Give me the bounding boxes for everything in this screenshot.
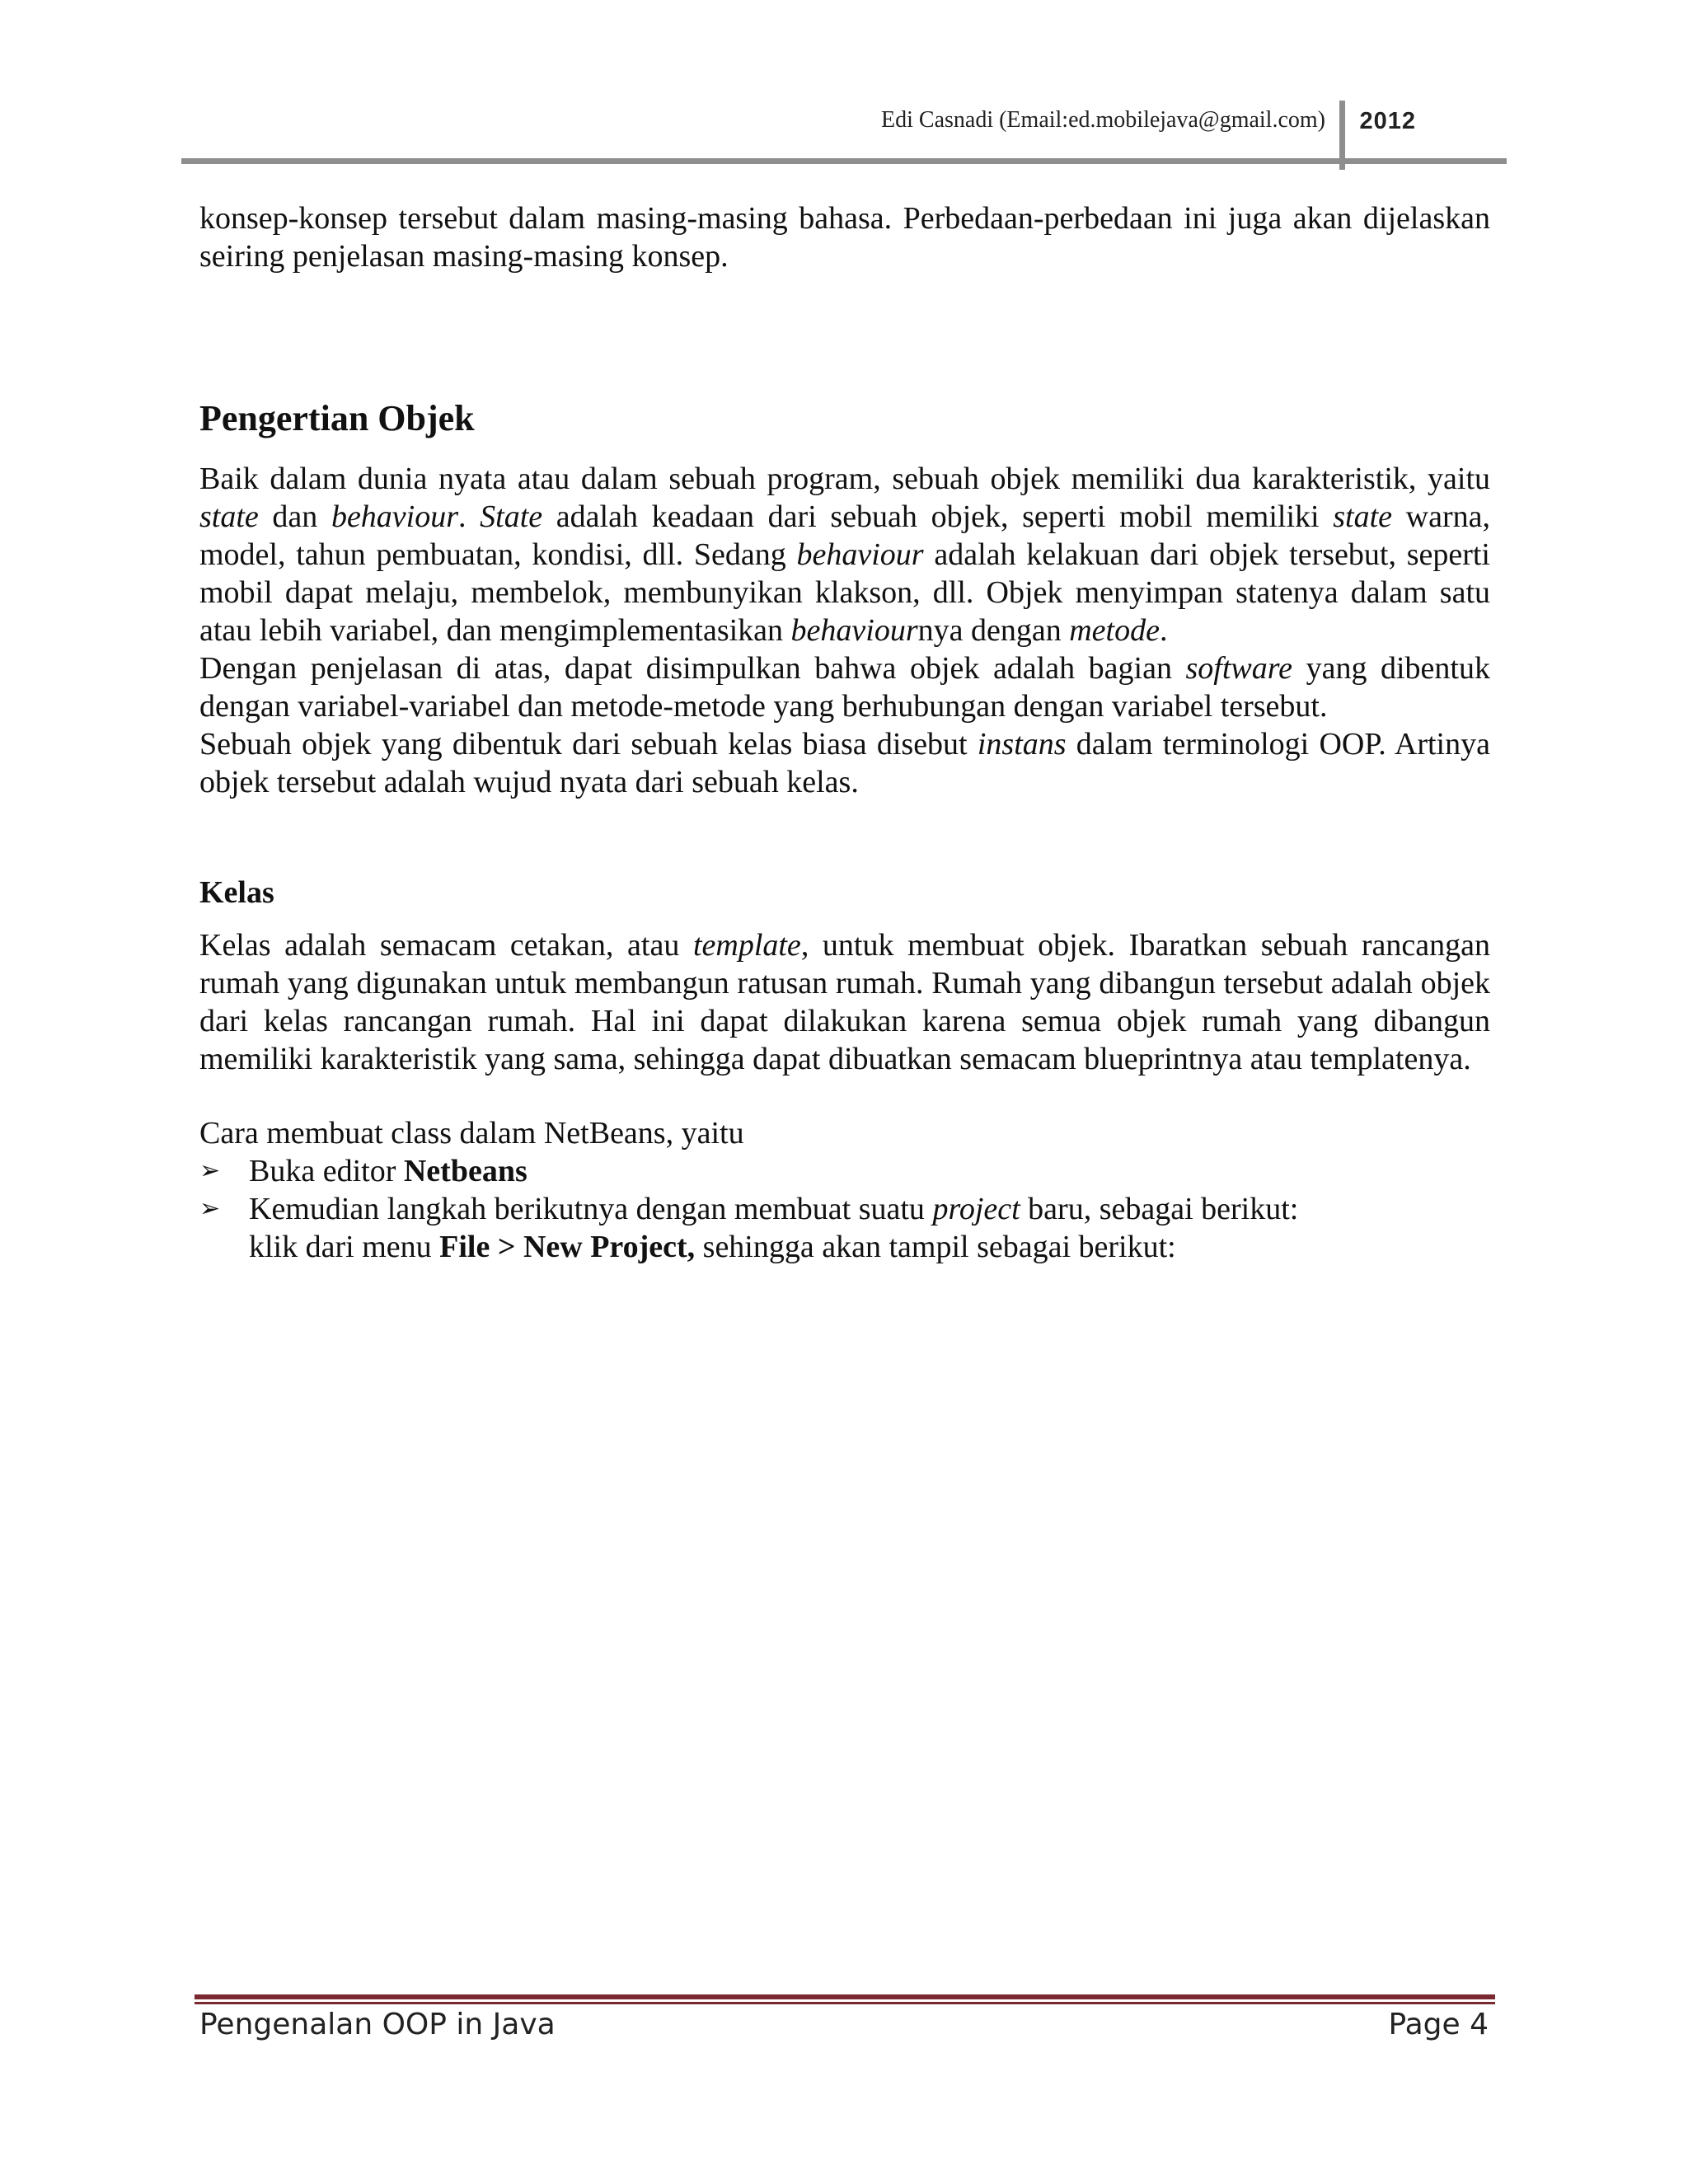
cara-membuat-class: Cara membuat class dalam NetBeans, yaitu <box>199 1116 744 1151</box>
objek-paragraph-3: Sebuah objek yang dibentuk dari sebuah kelas biasa disebut instans dalam terminologi OOP. Artinya objek tersebut adalah wujud nyata dari sebuah kelas. <box>199 727 1490 799</box>
page-content <box>199 199 1490 1266</box>
list-item: ➢ Buka editor Netbeans <box>199 1154 528 1188</box>
heading-kelas: Kelas <box>199 875 274 910</box>
steps-list <box>199 1152 1490 1266</box>
page-number: Page 4 <box>1388 2008 1489 2041</box>
objek-paragraph-2: Dengan penjelasan di atas, dapat disimpulkan bahwa objek adalah bagian software yang dibentuk dengan variabel-variabel dan metode-metode yang berhubungan dengan variabel tersebut. <box>199 651 1490 724</box>
arrow-bullet-icon: ➢ <box>199 1156 221 1185</box>
footer-rule-thin <box>195 2002 1495 2004</box>
footer-title: Pengenalan OOP in Java <box>199 2008 556 2041</box>
arrow-bullet-icon: ➢ <box>199 1194 221 1223</box>
header-author: Edi Casnadi (Email:ed.mobilejava@gmail.com) <box>881 107 1325 133</box>
header-rule <box>181 158 1507 164</box>
page-header <box>181 92 1507 166</box>
header-year: 2012 <box>1359 108 1416 134</box>
kelas-paragraph-1: Kelas adalah semacam cetakan, atau template, untuk membuat objek. Ibaratkan sebuah rancangan rumah yang digunakan untuk membangun ratusan rumah. Rumah yang dibangun tersebut adalah objek dari kelas rancangan rumah. Hal ini dapat dilakukan karena semua objek rumah yang dibangun memiliki karakteristik yang sama, sehingga dapat dibuatkan semacam blueprintnya atau templatenya. <box>199 928 1491 1076</box>
intro-paragraph: konsep-konsep tersebut dalam masing-masing bahasa. Perbedaan-perbedaan ini juga akan dijelaskan seiring penjelasan masing-masing konsep. <box>199 201 1490 274</box>
heading-pengertian-objek: Pengertian Objek <box>199 398 475 438</box>
footer-rule <box>195 1994 1495 1999</box>
list-item: ➢ Kemudian langkah berikutnya dengan membuat suatu project baru, sebagai berikut: klik dari menu File > New Project, sehingga akan tampil sebagai berikut: <box>199 1192 1299 1264</box>
objek-paragraph-1: Baik dalam dunia nyata atau dalam sebuah program, sebuah objek memiliki dua karakteristik, yaitu state dan behaviour. State adalah keadaan dari sebuah objek, seperti mobil memiliki state warna, model, tahun pembuatan, kondisi, dll. Sedang behaviour adalah kelakuan dari objek tersebut, seperti mobil dapat melaju, membelok, membunyikan klakson, dll. Objek menyimpan statenya dalam satu atau lebih variabel, dan mengimplementasikan behaviournya dengan metode. <box>199 462 1490 648</box>
